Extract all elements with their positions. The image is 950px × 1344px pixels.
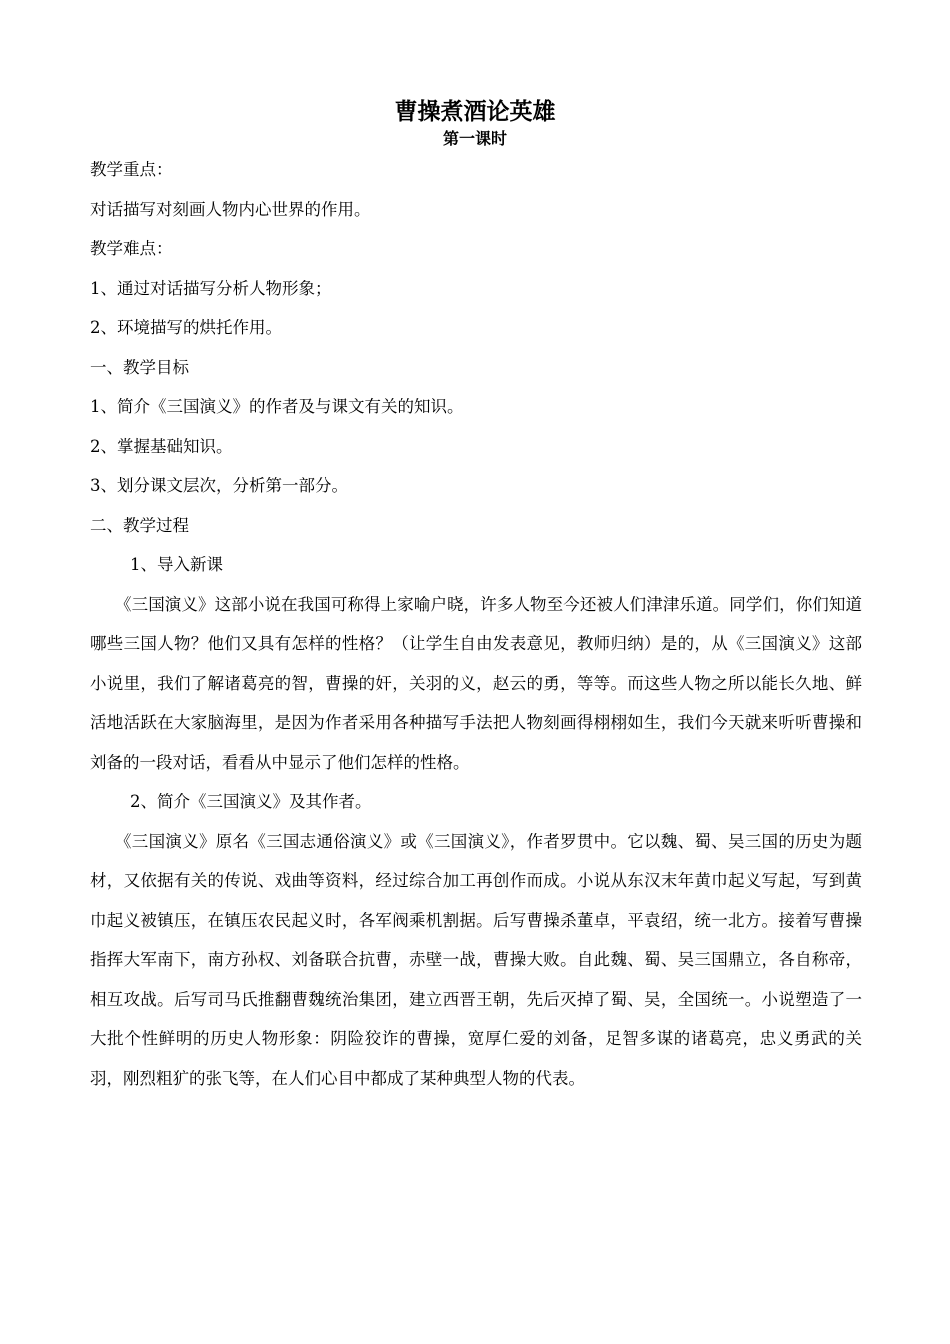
goal-item: 3、划分课文层次，分析第一部分。 — [90, 476, 348, 495]
document-title: 曹操煮酒论英雄 — [394, 99, 556, 125]
goal-item: 1、简介《三国演义》的作者及与课文有关的知识。 — [90, 397, 464, 416]
difficulty-item: 2、环境描写的烘托作用。 — [90, 318, 282, 337]
body-paragraph: 《三国演义》原名《三国志通俗演义》或《三国演义》，作者罗贯中。它以魏、蜀、吴三国的历史为题材，又依据有关的传说、戏曲等资料，经过综合加工再创作而成。小说从东汉末年黄巾起义写起，写到黄巾起义被镇压，在镇压农民起义时，各军阀乘机割据。后写曹操杀董卓，平袁绍，统一北方。接着写曹操指挥大军南下，南方孙权、刘备联合抗曹，赤壁一战，曹操大败。自此魏、蜀、吴三国鼎立，各自称帝，相互攻战。后写司马氏推翻曹魏统治集团，建立西晋王朝，先后灭掉了蜀、吴，全国统一。小说塑造了一大批个性鲜明的历史人物形象：阴险狡诈的曹操，宽厚仁爱的刘备，足智多谋的诸葛亮，忠义勇武的关羽，刚烈粗犷的张飞等，在人们心目中都成了某种典型人物的代表。 — [90, 831, 862, 1088]
difficulty-label: 教学难点： — [90, 239, 173, 258]
document-subtitle: 第一课时 — [442, 129, 507, 148]
difficulty-item: 1、通过对话描写分析人物形象； — [90, 278, 332, 298]
key-point-label: 教学重点： — [90, 160, 173, 179]
process-step: 1、导入新课 — [130, 555, 223, 574]
key-point-text: 对话描写对刻画人物内心世界的作用。 — [90, 199, 371, 219]
process-heading: 二、教学过程 — [90, 515, 189, 535]
process-step: 2、简介《三国演义》及其作者。 — [130, 792, 372, 811]
goal-heading: 一、教学目标 — [90, 357, 189, 377]
body-paragraph: 《三国演义》这部小说在我国可称得上家喻户晓，许多人物至今还被人们津津乐道。同学们，你们知道哪些三国人物？他们又具有怎样的性格？（让学生自由发表意见，教师归纳）是的，从《三国演义》这部小说里，我们了解诸葛亮的智，曹操的奸，关羽的义，赵云的勇，等等。而这些人物之所以能长久地、鲜活地活跃在大家脑海里，是因为作者采用各种描写手法把人物刻画得栩栩如生，我们今天就来听听曹操和刘备的一段对话，看看从中显示了他们怎样的性格。 — [90, 594, 862, 772]
goal-item: 2、掌握基础知识。 — [90, 436, 233, 456]
document-body — [90, 150, 862, 1098]
